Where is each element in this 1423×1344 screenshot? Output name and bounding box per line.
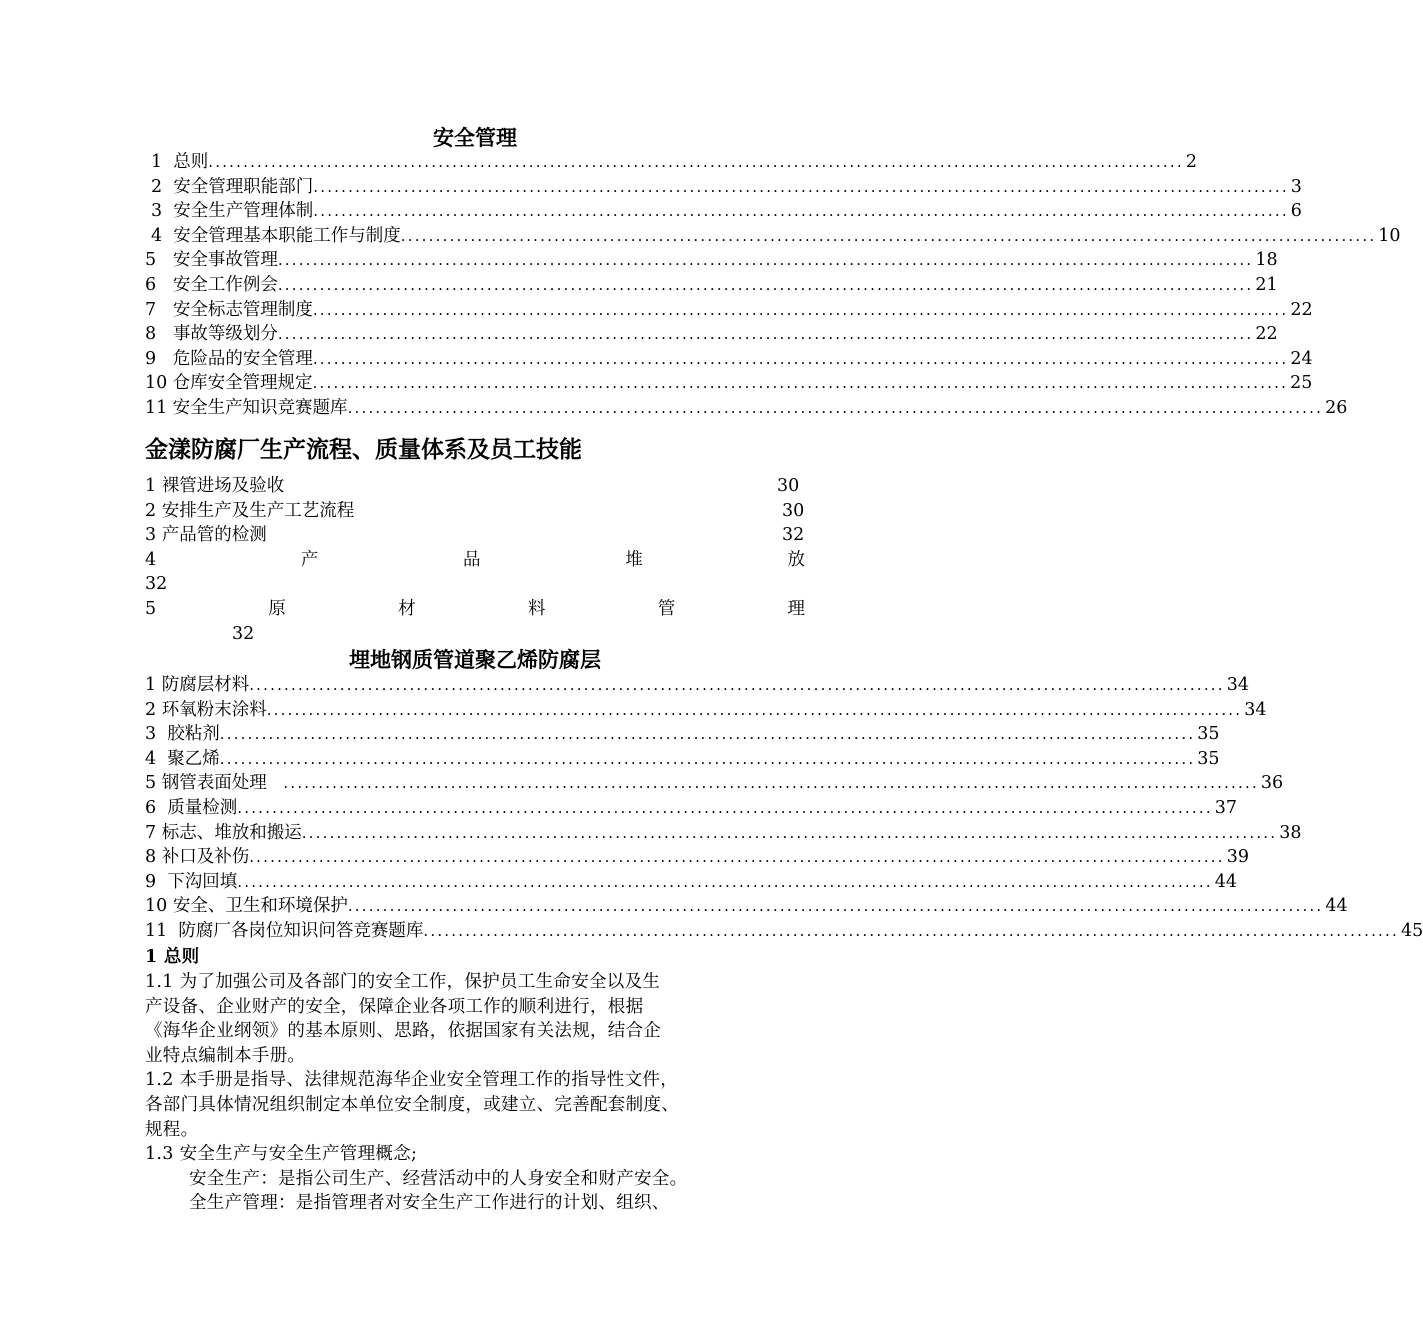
toc-page-number: 32: [782, 525, 805, 546]
toc-char: 放: [787, 549, 805, 570]
toc-item-number: 3: [151, 201, 163, 222]
toc-page-number: 30: [777, 476, 800, 496]
toc-dot-leader: ............................................................................................................................................: [208, 153, 1184, 171]
toc-page-number: 30: [782, 500, 805, 521]
toc-item-label: 仓库安全管理规定: [167, 373, 313, 394]
toc-page-number: 32: [232, 623, 255, 644]
toc-row: [145, 199, 1302, 224]
toc-row-justified: [145, 548, 805, 573]
toc-page-number: 34: [1244, 699, 1267, 720]
toc-item-number: 2: [151, 176, 163, 197]
toc-row: [145, 673, 1250, 698]
toc-page-number: 24: [1290, 348, 1313, 369]
toc-item-label: 2 环氧粉末涂料: [145, 699, 267, 720]
toc-dot-leader: ............................................................................................................................................: [249, 676, 1225, 694]
body-paragraph-line: 1.3 安全生产与安全生产管理概念;: [145, 1144, 418, 1165]
toc-row: [145, 821, 1302, 846]
toc-char: 料: [527, 599, 546, 619]
toc-row: [145, 150, 1197, 175]
toc-page-number: 10: [1378, 225, 1401, 246]
body-paragraph-line: 《海华企业纲领》的基本原则、思路，依据国家有关法规，结合企: [145, 1021, 662, 1042]
toc-row: [145, 298, 1313, 323]
toc-label: 2 安排生产及生产工艺流程: [145, 500, 355, 521]
toc-item-label: 安全标志管理制度: [156, 299, 313, 320]
toc-char: 原: [268, 599, 286, 619]
toc-char: 品: [463, 549, 481, 570]
toc-row: [145, 845, 1250, 870]
toc-row: [145, 175, 1302, 200]
toc-item-number: 1: [151, 152, 163, 172]
toc-dot-leader: ............................................................................................................................................: [237, 799, 1213, 817]
toc-item-number: 5: [145, 250, 157, 271]
toc-row: [145, 698, 1267, 723]
toc-item-label: 安全管理职能部门: [162, 176, 314, 197]
toc-dot-leader: ............................................................................................................................................: [312, 300, 1289, 319]
toc-page-number: 34: [1226, 675, 1250, 695]
toc-row: [145, 919, 1423, 944]
toc-page-number: 32: [145, 574, 168, 595]
toc-row: [145, 248, 1278, 273]
toc-dot-leader: ............................................................................................................................................: [277, 325, 1254, 344]
toc-char: 产: [300, 549, 319, 570]
toc-item-label: 6 质量检测: [145, 798, 238, 818]
toc-dot-leader: ............................................................................................................................................: [313, 177, 1289, 196]
toc-item-label: 危险品的安全管理: [156, 348, 313, 369]
toc-dot-leader: ............................................................................................................................................: [400, 226, 1377, 245]
toc-page-number: 45: [1400, 921, 1423, 941]
toc-row: [145, 894, 1348, 919]
toc-dot-leader: ............................................................................................................................................: [312, 374, 1289, 393]
body-paragraph-line: 业特点编制本手册。: [145, 1045, 306, 1066]
toc-dot-leader: ............................................................................................................................................: [219, 749, 1196, 768]
toc-dot-leader: ............................................................................................................................................: [301, 823, 1278, 842]
section-title-safety-management: 安全管理: [433, 125, 517, 150]
toc-page-number: 22: [1255, 324, 1278, 345]
toc-dot-leader: ............................................................................................................................................: [249, 848, 1225, 867]
toc-item-number: 4: [151, 225, 163, 246]
toc-page-number: 18: [1255, 250, 1278, 271]
toc-row: [145, 870, 1238, 895]
toc-dot-leader: ............................................................................................................................................: [347, 897, 1324, 916]
toc-row: [145, 796, 1238, 821]
toc-dot-leader: ............................................................................................................................................: [423, 922, 1399, 940]
body-paragraph-line: 安全生产：是指公司生产、经营活动中的人身安全和财产安全。: [189, 1168, 688, 1189]
toc-item-label: 11 防腐厂各岗位知识问答竞赛题库: [145, 921, 424, 941]
toc-item-number: 7: [145, 299, 157, 320]
toc-page-number: 6: [1290, 201, 1302, 222]
toc-item-label: 5 钢管表面处理: [145, 773, 284, 794]
toc-item-number: 8: [145, 324, 157, 345]
toc-row: [145, 224, 1401, 249]
toc-char: 4: [145, 549, 157, 570]
toc-page-number: 37: [1214, 798, 1238, 818]
toc-page-number: 36: [1260, 773, 1284, 794]
toc-dot-leader: ............................................................................................................................................: [313, 202, 1289, 221]
section-title-polyethylene-coating: 埋地钢质管道聚乙烯防腐层: [349, 647, 601, 672]
toc-page-number: 44: [1325, 896, 1348, 917]
toc-char: 5: [145, 599, 157, 619]
toc-row: [145, 347, 1313, 372]
toc-page-number: 35: [1197, 748, 1220, 769]
toc-page-number: 21: [1255, 275, 1278, 295]
toc-item-number: 9: [145, 348, 157, 369]
toc-dot-leader: ............................................................................................................................................: [219, 725, 1196, 744]
toc-item-label: 7 标志、堆放和搬运: [145, 822, 302, 843]
toc-label: 1 裸管进场及验收: [145, 476, 285, 496]
body-heading: 1 总则: [145, 947, 200, 967]
toc-row: [145, 771, 1284, 796]
toc-item-label: 安全工作例会: [156, 275, 278, 295]
section-title-production-process: 金漾防腐厂生产流程、质量体系及员工技能: [145, 436, 582, 463]
toc-item-label: 安全生产管理体制: [162, 201, 314, 222]
toc-dot-leader: ............................................................................................................................................: [266, 700, 1243, 719]
toc-item-label: 安全管理基本职能工作与制度: [162, 225, 401, 246]
toc-page-number: 3: [1290, 176, 1302, 197]
toc-item-number: 10: [145, 373, 168, 394]
body-paragraph-line: 1.2 本手册是指导、法律规范海华企业安全管理工作的指导性文件，: [145, 1070, 678, 1091]
toc-item-number: 11: [145, 398, 168, 418]
toc-row: [145, 396, 1348, 421]
toc-item-label: 1 防腐层材料: [145, 675, 250, 695]
body-paragraph-line: 各部门具体情况组织制定本单位安全制度，或建立、完善配套制度、: [145, 1095, 679, 1115]
toc-row: [145, 322, 1278, 347]
toc-dot-leader: ............................................................................................................................................: [312, 349, 1289, 368]
toc-item-label: 10 安全、卫生和环境保护: [145, 896, 348, 917]
toc-item-label: 总则: [162, 152, 209, 172]
body-paragraph-line: 全生产管理：是指管理者对安全生产工作进行的计划、组织、: [189, 1193, 670, 1214]
toc-item-label: 安全事故管理: [156, 250, 278, 271]
body-paragraph-line: 规程。: [145, 1119, 199, 1140]
toc-dot-leader: ............................................................................................................................................: [237, 872, 1213, 891]
toc-dot-leader: ............................................................................................................................................: [347, 399, 1324, 417]
toc-page-number: 2: [1185, 152, 1197, 172]
toc-dot-leader: ............................................................................................................................................: [277, 251, 1254, 270]
toc-page-number: 25: [1290, 373, 1313, 394]
toc-label: 3 产品管的检测: [145, 525, 267, 546]
toc-row: [145, 747, 1220, 772]
toc-char: 材: [398, 599, 416, 619]
toc-page-number: 26: [1325, 398, 1348, 418]
toc-row: [145, 371, 1313, 396]
toc-item-label: 9 下沟回填: [145, 871, 238, 892]
toc-char: 管: [657, 599, 676, 619]
toc-page-number: 22: [1290, 299, 1313, 320]
body-paragraph-line: 产设备、企业财产的安全，保障企业各项工作的顺利进行，根据: [145, 996, 644, 1017]
toc-page-number: 39: [1226, 847, 1250, 868]
toc-row-justified: [145, 597, 805, 622]
toc-page-number: 35: [1197, 724, 1220, 745]
toc-char: 堆: [625, 549, 643, 570]
toc-row: [145, 722, 1220, 747]
body-paragraph-line: 1.1 为了加强公司及各部门的安全工作，保护员工生命安全以及生: [145, 972, 661, 992]
toc-dot-leader: ............................................................................................................................................: [283, 774, 1259, 793]
toc-page-number: 44: [1214, 871, 1238, 892]
toc-page-number: 38: [1279, 822, 1302, 843]
toc-row: [145, 474, 284, 499]
toc-row: [145, 523, 267, 548]
toc-dot-leader: ............................................................................................................................................: [277, 276, 1254, 294]
toc-item-number: 6: [145, 275, 157, 295]
toc-item-label: 3 胶粘剂: [145, 724, 220, 745]
toc-item-label: 事故等级划分: [156, 324, 278, 345]
toc-item-label: 4 聚乙烯: [145, 748, 220, 769]
toc-row: [145, 273, 1278, 298]
toc-char: 理: [787, 599, 805, 619]
toc-item-label: 8 补口及补伤: [145, 847, 250, 868]
toc-row: [145, 499, 354, 524]
toc-item-label: 安全生产知识竞赛题库: [167, 398, 348, 418]
